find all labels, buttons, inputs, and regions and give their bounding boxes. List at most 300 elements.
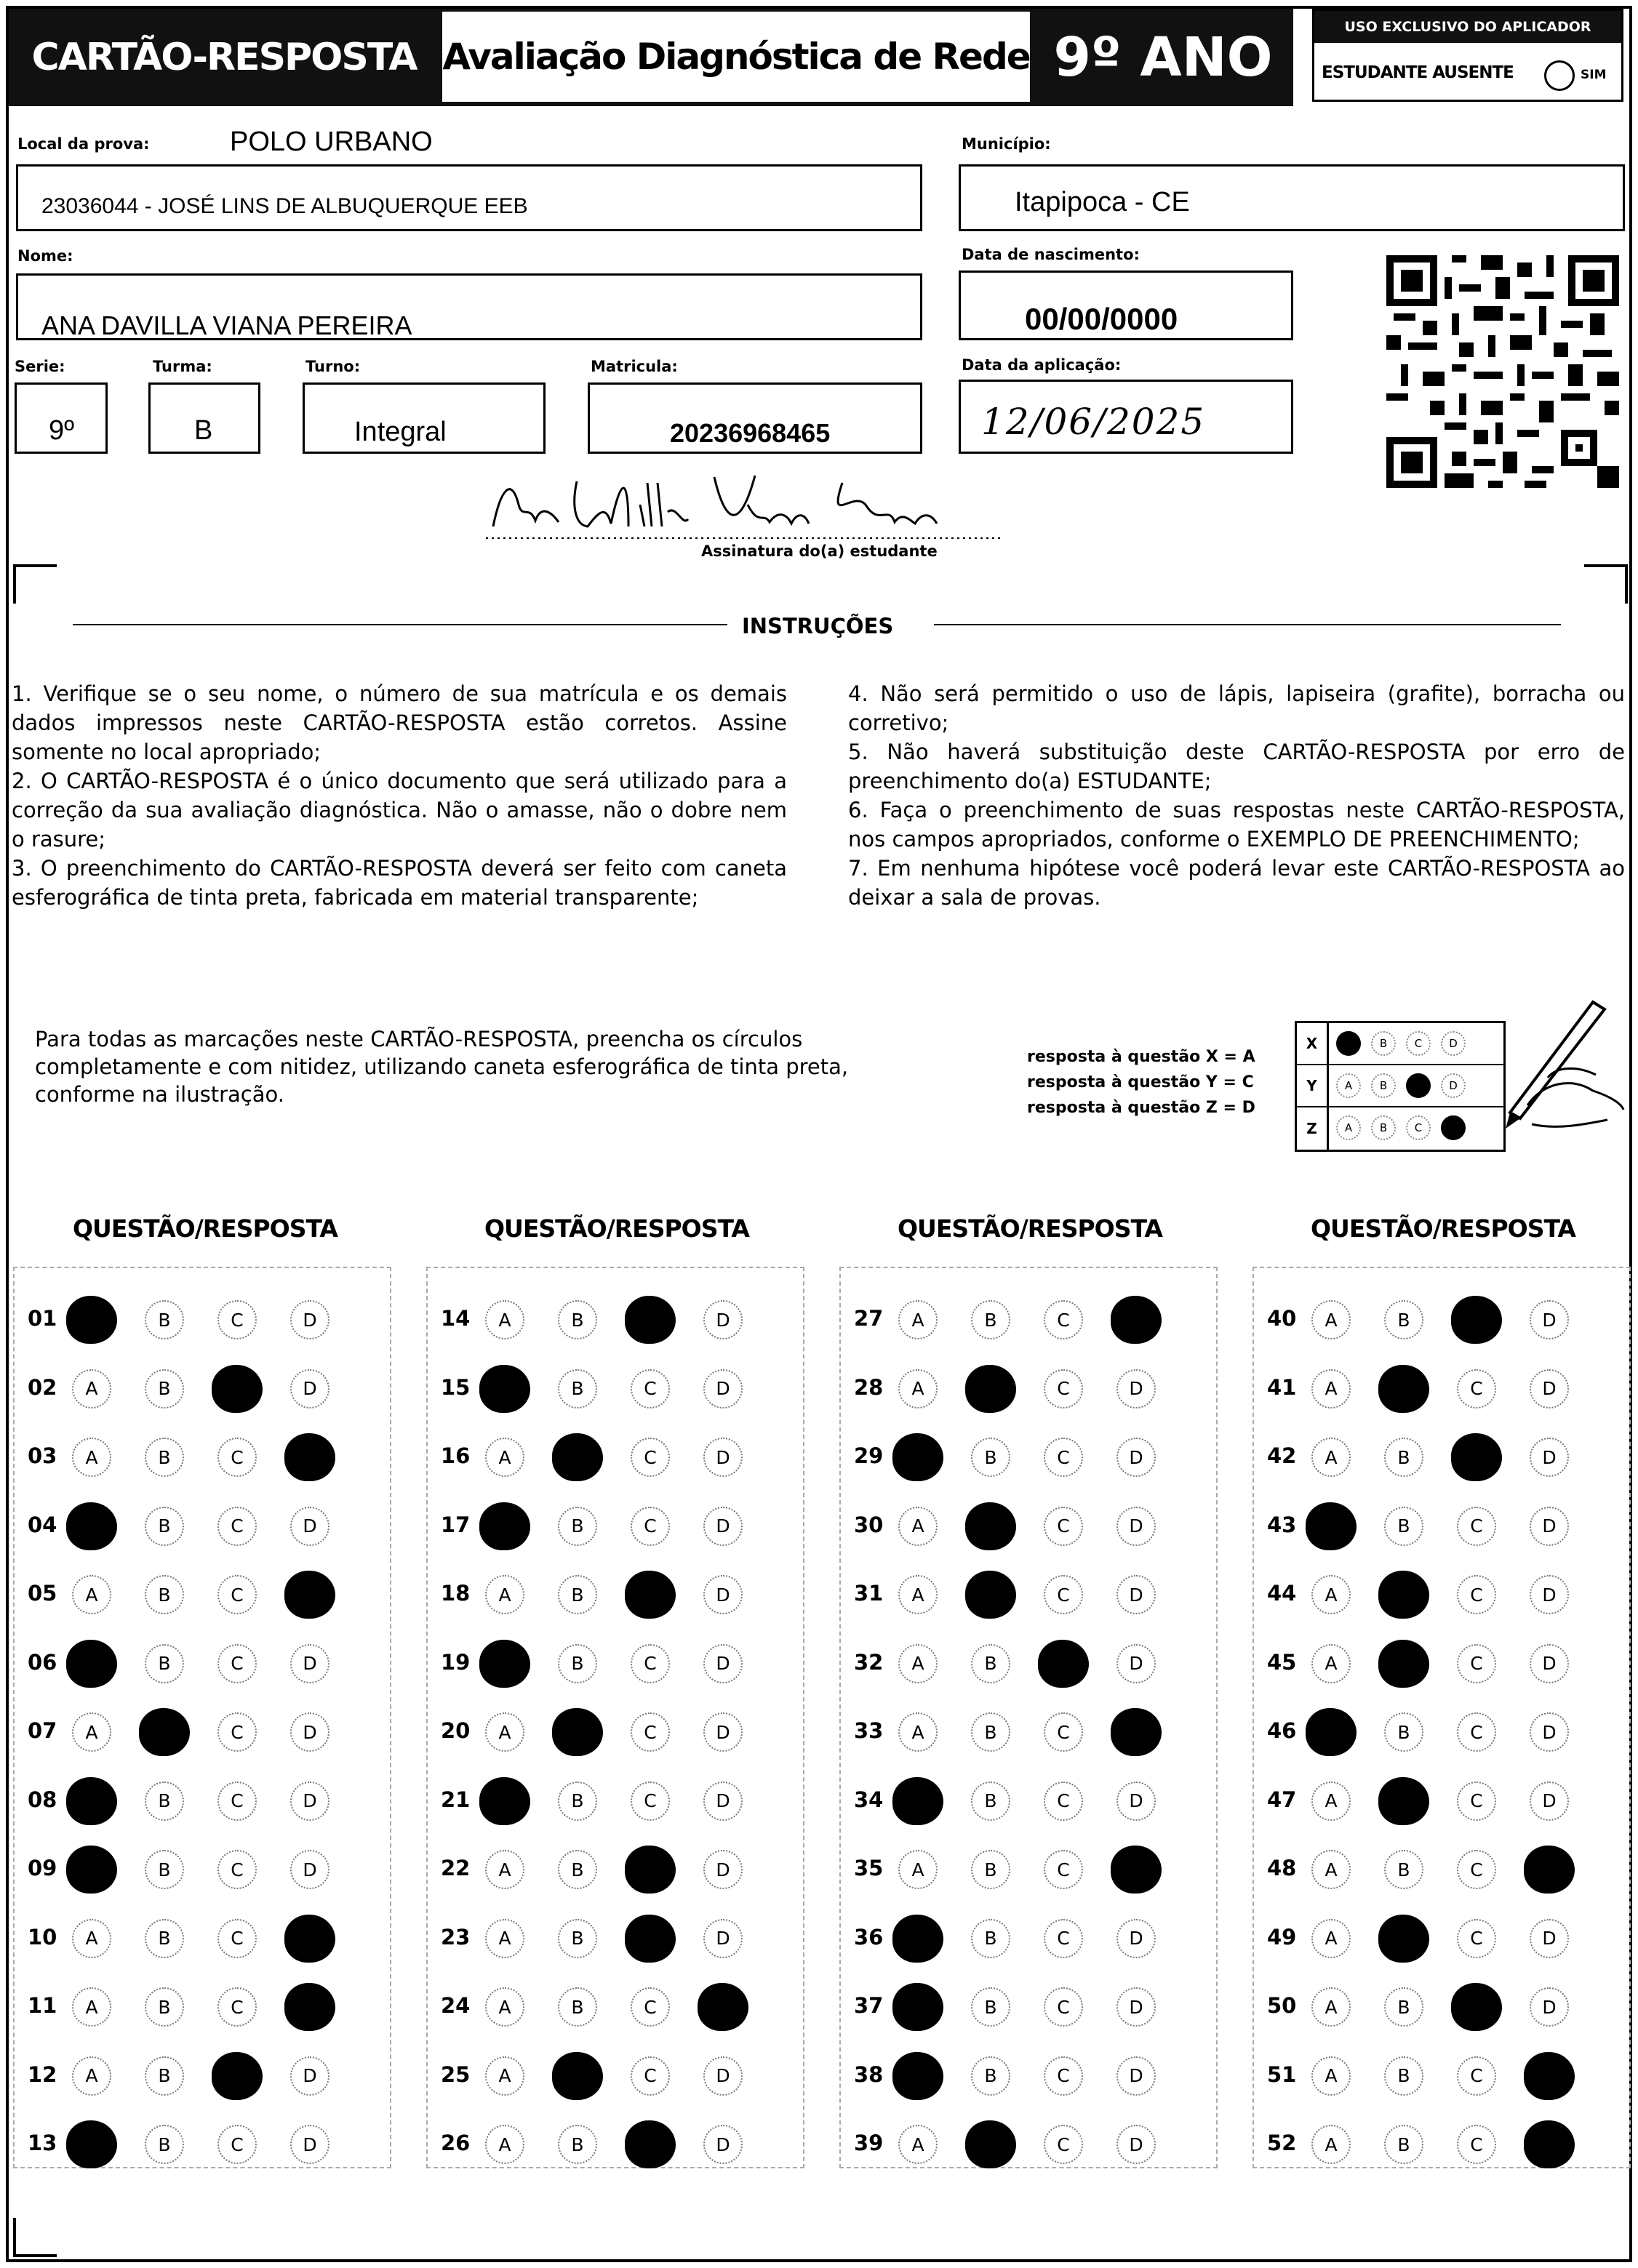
answer-bubble-d[interactable]: D [1530, 1438, 1569, 1477]
answer-bubble-c[interactable]: C [217, 1644, 257, 1683]
answer-bubble-a[interactable]: A [1311, 1369, 1351, 1409]
answer-bubble-c[interactable]: C [631, 1712, 670, 1752]
question-number: 30 [854, 1512, 884, 1537]
answer-bubble-c[interactable]: C [631, 1987, 670, 2027]
question-row [841, 1847, 1216, 1891]
answer-bubble-d[interactable]: D [703, 1782, 743, 1821]
answer-bubble-c[interactable]: C [1044, 1712, 1083, 1752]
answer-bubble-a[interactable]: A [898, 2125, 938, 2164]
municipio-value: Itapipoca - CE [1015, 187, 1190, 217]
answer-bubble-b[interactable]: B [145, 1782, 184, 1821]
answer-bubble-b[interactable]: B [971, 1850, 1010, 1889]
answer-bubble-d[interactable]: D [1530, 1369, 1569, 1409]
answer-bubble-b[interactable]: B [971, 1300, 1010, 1339]
municipio-label: Município: [962, 135, 1051, 153]
example-instructions: Para todas as marcações neste CARTÃO-RESPOSTA, preencha os círculos completamente e com nitidez, utilizando caneta esferográfica de tinta preta, conforme na ilustração. [35, 1027, 849, 1107]
answer-bubble-c[interactable]: C [1457, 1644, 1496, 1683]
answer-bubble-c[interactable]: C [1457, 1369, 1496, 1409]
answer-bubble-d[interactable] [284, 1433, 335, 1481]
question-number: 38 [854, 2061, 884, 2087]
column-title: QUESTÃO/RESPOSTA [484, 1214, 749, 1243]
answer-bubble-c[interactable]: C [217, 1300, 257, 1339]
instruction-4: 4. Não será permitido o uso de lápis, lapiseira (grafite), borracha ou corretivo; [848, 681, 1625, 735]
question-row [15, 2122, 390, 2165]
answer-bubble-d[interactable]: D [1116, 1507, 1156, 1546]
question-row [841, 1984, 1216, 2028]
answer-bubble-c[interactable]: C [217, 1712, 257, 1752]
answer-bubble-d[interactable]: D [703, 1575, 743, 1614]
answer-bubble-a[interactable] [66, 1777, 117, 1825]
answer-bubble-c[interactable]: C [1044, 1300, 1083, 1339]
answer-bubble-b[interactable] [1378, 1571, 1429, 1619]
question-row [841, 1435, 1216, 1478]
answer-bubble-b[interactable]: B [1384, 1987, 1423, 2027]
answer-bubble-b[interactable]: B [145, 2056, 184, 2096]
local-label: Local da prova: [17, 135, 150, 153]
school-value: 23036044 - JOSÉ LINS DE ALBUQUERQUE EEB [41, 194, 528, 218]
answer-bubble-d[interactable] [1524, 1846, 1575, 1894]
answer-bubble-a[interactable]: A [1311, 1919, 1351, 1958]
answer-bubble-a[interactable]: A [485, 1850, 524, 1889]
answer-bubble-b[interactable]: B [145, 1575, 184, 1614]
answer-bubble-a[interactable]: A [72, 1438, 111, 1477]
answer-bubble-a[interactable]: A [485, 2125, 524, 2164]
question-number: 18 [441, 1581, 471, 1606]
answer-bubble-d[interactable]: D [1530, 1507, 1569, 1546]
answer-bubble-d[interactable]: D [1116, 1575, 1156, 1614]
answer-bubble-c[interactable]: C [1457, 1919, 1496, 1958]
example-bubble: A [1336, 1115, 1361, 1140]
answer-bubble-d[interactable]: D [703, 1850, 743, 1889]
answer-bubble-c[interactable]: C [631, 1644, 670, 1683]
answer-bubble-d[interactable] [698, 1983, 748, 2031]
column-title: QUESTÃO/RESPOSTA [898, 1214, 1162, 1243]
answer-bubble-c[interactable]: C [217, 2125, 257, 2164]
question-row [15, 1847, 390, 1891]
aplicacao-field [959, 380, 1293, 454]
answer-bubble-c[interactable]: C [631, 1782, 670, 1821]
nascimento-field [959, 271, 1293, 340]
answer-bubble-b[interactable]: B [558, 1575, 597, 1614]
answer-bubble-a[interactable] [66, 1296, 117, 1344]
answer-bubble-a[interactable]: A [72, 1575, 111, 1614]
instructions-left [12, 679, 787, 912]
answer-bubble-b[interactable]: B [558, 1507, 597, 1546]
answer-bubble-c[interactable] [212, 2052, 263, 2100]
answer-bubble-c[interactable]: C [631, 1369, 670, 1409]
answer-bubble-a[interactable]: A [1311, 1782, 1351, 1821]
question-number: 41 [1267, 1374, 1297, 1400]
answer-bubble-b[interactable] [552, 2052, 603, 2100]
answer-bubble-a[interactable]: A [898, 1575, 938, 1614]
answer-bubble-d[interactable] [1524, 2120, 1575, 2168]
answer-bubble-b[interactable]: B [558, 2125, 597, 2164]
example-bubble: A [1336, 1073, 1361, 1098]
answer-bubble-a[interactable]: A [898, 1507, 938, 1546]
question-number: 49 [1267, 1924, 1297, 1950]
question-number: 42 [1267, 1443, 1297, 1468]
question-row [15, 1916, 390, 1960]
answer-bubble-b[interactable] [1378, 1915, 1429, 1963]
question-number: 05 [28, 1581, 57, 1606]
answer-bubble-c[interactable]: C [1457, 1850, 1496, 1889]
answer-bubble-c[interactable]: C [1044, 1438, 1083, 1477]
question-number: 29 [854, 1443, 884, 1468]
question-number: 02 [28, 1374, 57, 1400]
answer-bubble-a[interactable]: A [1311, 1575, 1351, 1614]
answer-bubble-b[interactable] [1378, 1640, 1429, 1688]
answer-bubble-d[interactable]: D [703, 1438, 743, 1477]
answer-bubble-d[interactable]: D [703, 2125, 743, 2164]
answer-bubble-d[interactable] [1111, 1296, 1162, 1344]
answer-bubble-d[interactable]: D [290, 1507, 329, 1546]
answer-bubble-a[interactable] [479, 1502, 530, 1550]
question-number: 08 [28, 1787, 57, 1812]
answer-bubble-d[interactable]: D [1530, 1919, 1569, 1958]
answer-bubble-d[interactable]: D [703, 2056, 743, 2096]
question-number: 45 [1267, 1649, 1297, 1675]
answer-bubble-a[interactable] [479, 1365, 530, 1413]
answer-bubble-b[interactable]: B [1384, 2125, 1423, 2164]
answer-bubble-c[interactable]: C [1457, 1575, 1496, 1614]
answer-bubble-c[interactable]: C [1457, 1782, 1496, 1821]
answer-bubble-c[interactable]: C [217, 1575, 257, 1614]
column-title: QUESTÃO/RESPOSTA [1311, 1214, 1575, 1243]
answer-bubble-b[interactable] [965, 1365, 1016, 1413]
answer-bubble-a[interactable]: A [1311, 1438, 1351, 1477]
answer-bubble-b[interactable]: B [145, 2125, 184, 2164]
answer-bubble-b[interactable]: B [558, 1919, 597, 1958]
answer-bubble-d[interactable]: D [1116, 2056, 1156, 2096]
answer-bubble-d[interactable]: D [1116, 1438, 1156, 1477]
answer-bubble-b[interactable]: B [558, 1300, 597, 1339]
question-row [428, 2122, 803, 2165]
answer-bubble-c[interactable] [1451, 1296, 1502, 1344]
question-row [1254, 1641, 1629, 1685]
question-number: 32 [854, 1649, 884, 1675]
answer-bubble-d[interactable]: D [290, 1644, 329, 1683]
answer-bubble-b[interactable]: B [1384, 1507, 1423, 1546]
answer-bubble-d[interactable]: D [1116, 1369, 1156, 1409]
answer-bubble-a[interactable]: A [898, 1300, 938, 1339]
answer-bubble-b[interactable]: B [145, 1987, 184, 2027]
answer-bubble-a[interactable] [66, 1846, 117, 1894]
answer-bubble-c[interactable] [625, 1296, 676, 1344]
question-number: 14 [441, 1306, 471, 1331]
answer-bubble-a[interactable]: A [1311, 1850, 1351, 1889]
turma-field [148, 382, 260, 454]
example-bubble: D [1441, 1031, 1466, 1056]
answer-bubble-b[interactable]: B [1384, 1438, 1423, 1477]
answer-bubble-c[interactable] [625, 1571, 676, 1619]
question-number: 20 [441, 1718, 471, 1743]
answer-bubble-b[interactable]: B [971, 2056, 1010, 2096]
answer-bubble-b[interactable]: B [558, 1644, 597, 1683]
answer-bubble-b[interactable]: B [145, 1300, 184, 1339]
answer-bubble-b[interactable]: B [145, 1644, 184, 1683]
answer-bubble-a[interactable]: A [898, 1644, 938, 1683]
serie-field [15, 382, 108, 454]
answer-bubble-d[interactable]: D [1530, 1300, 1569, 1339]
answer-bubble-c[interactable]: C [1457, 1507, 1496, 1546]
answer-bubble-a[interactable] [66, 2120, 117, 2168]
answer-bubble-b[interactable]: B [971, 1987, 1010, 2027]
example-bubble: C [1406, 1031, 1431, 1056]
answer-bubble-c[interactable]: C [217, 1438, 257, 1477]
question-number: 19 [441, 1649, 471, 1675]
answer-bubble-b[interactable]: B [145, 1507, 184, 1546]
answer-bubble-a[interactable]: A [72, 1369, 111, 1409]
question-row [15, 1779, 390, 1822]
question-number: 22 [441, 1856, 471, 1880]
answer-bubble-b[interactable] [552, 1708, 603, 1756]
answer-bubble-d[interactable] [1111, 1708, 1162, 1756]
question-number: 15 [441, 1374, 471, 1400]
answer-bubble-c[interactable] [625, 2120, 676, 2168]
answer-bubble-a[interactable] [892, 2052, 943, 2100]
answer-bubble-c[interactable] [1038, 1640, 1089, 1688]
answer-bubble-d[interactable]: D [290, 1782, 329, 1821]
answer-bubble-b[interactable] [552, 1433, 603, 1481]
answer-bubble-b[interactable]: B [1384, 1712, 1423, 1752]
nome-field [16, 273, 922, 340]
question-row [1254, 1366, 1629, 1410]
answer-bubble-b[interactable]: B [558, 1987, 597, 2027]
question-row [428, 1710, 803, 1753]
answer-bubble-d[interactable]: D [1530, 1575, 1569, 1614]
answer-bubble-d[interactable]: D [703, 1300, 743, 1339]
example-legend-z: resposta à questão Z = D [1027, 1099, 1255, 1117]
absent-checkbox[interactable] [1544, 60, 1575, 91]
answer-bubble-a[interactable]: A [485, 1575, 524, 1614]
answer-bubble-c[interactable] [1451, 1983, 1502, 2031]
answer-bubble-a[interactable]: A [485, 1300, 524, 1339]
answer-bubble-c[interactable] [625, 1846, 676, 1894]
answer-bubble-d[interactable]: D [703, 1369, 743, 1409]
answer-bubble-d[interactable] [1524, 2052, 1575, 2100]
question-row [1254, 1435, 1629, 1478]
answer-bubble-b[interactable]: B [558, 1369, 597, 1409]
applicator-header: USO EXCLUSIVO DO APLICADOR [1314, 11, 1621, 43]
instructions-rule-left [73, 624, 727, 625]
answer-bubble-b[interactable]: B [145, 1438, 184, 1477]
answer-bubble-d[interactable] [284, 1915, 335, 1963]
turno-field [303, 382, 546, 454]
answer-bubble-a[interactable] [1306, 1708, 1357, 1756]
answer-bubble-c[interactable]: C [1044, 1919, 1083, 1958]
card-subtitle: Avaliação Diagnóstica de Rede [442, 12, 1030, 102]
answer-bubble-a[interactable] [1306, 1502, 1357, 1550]
nome-value: ANA DAVILLA VIANA PEREIRA [41, 310, 412, 340]
answer-bubble-b[interactable]: B [971, 1712, 1010, 1752]
instruction-7: 7. Em nenhuma hipótese você poderá levar este CARTÃO-RESPOSTA ao deixar a sala de provas. [848, 856, 1625, 910]
nome-label: Nome: [17, 247, 73, 265]
answer-bubble-d[interactable]: D [703, 1919, 743, 1958]
answer-bubble-a[interactable] [892, 1777, 943, 1825]
answer-bubble-a[interactable] [479, 1777, 530, 1825]
answer-bubble-c[interactable]: C [1044, 1987, 1083, 2027]
answer-bubble-d[interactable]: D [703, 1507, 743, 1546]
answer-bubble-b[interactable]: B [971, 1782, 1010, 1821]
answer-bubble-b[interactable] [1378, 1365, 1429, 1413]
answer-bubble-c[interactable]: C [631, 1507, 670, 1546]
answer-bubble-b[interactable]: B [971, 1438, 1010, 1477]
question-row [15, 1572, 390, 1616]
question-row [428, 1504, 803, 1547]
question-row [428, 1779, 803, 1822]
answer-bubble-d[interactable] [284, 1571, 335, 1619]
question-row [841, 1641, 1216, 1685]
answer-bubble-c[interactable]: C [217, 1507, 257, 1546]
question-number: 01 [28, 1306, 57, 1331]
answer-bubble-d[interactable]: D [290, 2125, 329, 2164]
answer-bubble-b[interactable]: B [145, 1369, 184, 1409]
question-number: 24 [441, 1993, 471, 2018]
answer-bubble-a[interactable]: A [72, 2056, 111, 2096]
answer-bubble-b[interactable] [1378, 1777, 1429, 1825]
answer-bubble-a[interactable] [66, 1640, 117, 1688]
answer-bubble-a[interactable] [892, 1983, 943, 2031]
answer-bubble-a[interactable] [66, 1502, 117, 1550]
answer-bubble-a[interactable]: A [485, 1438, 524, 1477]
answer-bubble-a[interactable] [479, 1640, 530, 1688]
answer-bubble-c[interactable]: C [631, 2056, 670, 2096]
answer-bubble-a[interactable]: A [72, 1712, 111, 1752]
question-row [15, 1710, 390, 1753]
answer-bubble-b[interactable]: B [1384, 2056, 1423, 2096]
answer-bubble-b[interactable]: B [145, 1919, 184, 1958]
answer-bubble-c[interactable]: C [1457, 2056, 1496, 2096]
answer-bubble-d[interactable]: D [1530, 1712, 1569, 1752]
answer-bubble-d[interactable]: D [1530, 1987, 1569, 2027]
question-row [428, 1916, 803, 1960]
answer-bubble-d[interactable]: D [1116, 1644, 1156, 1683]
answer-bubble-a[interactable]: A [485, 1712, 524, 1752]
answer-bubble-b[interactable] [965, 2120, 1016, 2168]
answer-bubble-a[interactable]: A [1311, 2056, 1351, 2096]
answer-bubble-d[interactable]: D [290, 1850, 329, 1889]
question-row [841, 2053, 1216, 2097]
answer-bubble-a[interactable]: A [1311, 2125, 1351, 2164]
absent-option-label: SIM [1581, 68, 1607, 82]
answer-bubble-c[interactable] [625, 1915, 676, 1963]
answer-bubble-d[interactable]: D [290, 1712, 329, 1752]
example-bubble: B [1371, 1031, 1396, 1056]
question-row [428, 1435, 803, 1478]
answer-bubble-a[interactable]: A [485, 2056, 524, 2096]
answer-bubble-c[interactable]: C [631, 1438, 670, 1477]
answer-bubble-c[interactable]: C [1044, 1575, 1083, 1614]
answer-bubble-d[interactable] [1111, 1846, 1162, 1894]
answer-bubble-b[interactable]: B [558, 1782, 597, 1821]
answer-bubble-d[interactable]: D [1116, 1987, 1156, 2027]
answer-bubble-d[interactable]: D [1116, 1782, 1156, 1821]
answer-bubble-d[interactable]: D [290, 2056, 329, 2096]
answer-bubble-c[interactable]: C [217, 1782, 257, 1821]
answer-bubble-c[interactable]: C [1044, 1507, 1083, 1546]
answer-bubble-a[interactable]: A [898, 1369, 938, 1409]
answer-column [426, 1267, 804, 2168]
answer-bubble-d[interactable]: D [1530, 1782, 1569, 1821]
answer-bubble-a[interactable]: A [898, 1712, 938, 1752]
answer-bubble-a[interactable]: A [1311, 1644, 1351, 1683]
answer-bubble-a[interactable]: A [72, 1919, 111, 1958]
question-row [1254, 1710, 1629, 1753]
serie-label: Serie: [15, 358, 65, 375]
answer-bubble-a[interactable]: A [1311, 1300, 1351, 1339]
question-number: 52 [1267, 2131, 1297, 2155]
answer-bubble-c[interactable] [212, 1365, 263, 1413]
grade-label: 9º ANO [1053, 26, 1273, 89]
answer-bubble-b[interactable] [139, 1708, 190, 1756]
answer-bubble-c[interactable]: C [1044, 1782, 1083, 1821]
question-number: 10 [28, 1924, 57, 1950]
question-row [428, 1984, 803, 2028]
answer-bubble-b[interactable] [965, 1502, 1016, 1550]
answer-bubble-b[interactable]: B [1384, 1300, 1423, 1339]
answer-bubble-d[interactable]: D [1116, 2125, 1156, 2164]
question-row [1254, 1779, 1629, 1822]
answer-bubble-c[interactable]: C [217, 1987, 257, 2027]
answer-bubble-d[interactable]: D [703, 1712, 743, 1752]
question-number: 11 [28, 1993, 57, 2018]
answer-bubble-d[interactable]: D [290, 1369, 329, 1409]
question-number: 27 [854, 1306, 884, 1331]
instruction-5: 5. Não haverá substituição deste CARTÃO-RESPOSTA por erro de preenchimento do(a) ESTUDANTE; [848, 740, 1625, 793]
answer-bubble-c[interactable]: C [1044, 2125, 1083, 2164]
answer-column [1253, 1267, 1631, 2168]
answer-bubble-b[interactable]: B [1384, 1850, 1423, 1889]
answer-bubble-b[interactable]: B [558, 1850, 597, 1889]
answer-bubble-a[interactable]: A [72, 1987, 111, 2027]
instructions-title: INSTRUÇÕES [742, 614, 894, 638]
answer-bubble-c[interactable]: C [1044, 2056, 1083, 2096]
question-number: 25 [441, 2061, 471, 2087]
answer-bubble-b[interactable]: B [145, 1850, 184, 1889]
answer-bubble-d[interactable]: D [1116, 1919, 1156, 1958]
answer-bubble-a[interactable]: A [485, 1919, 524, 1958]
signature-handwriting [450, 461, 1002, 542]
answer-bubble-b[interactable]: B [971, 1644, 1010, 1683]
answer-bubble-a[interactable]: A [1311, 1987, 1351, 2027]
answer-bubble-a[interactable]: A [898, 1850, 938, 1889]
answer-bubble-c[interactable]: C [1044, 1850, 1083, 1889]
hand-pen-icon [1462, 996, 1629, 1142]
answer-bubble-d[interactable]: D [290, 1300, 329, 1339]
answer-bubble-d[interactable]: D [703, 1644, 743, 1683]
answer-bubble-c[interactable]: C [1044, 1369, 1083, 1409]
answer-bubble-b[interactable]: B [971, 1919, 1010, 1958]
instruction-1: 1. Verifique se o seu nome, o número de sua matrícula e os demais dados impressos neste CARTÃO-RESPOSTA estão corretos. Assine somente no local apropriado; [12, 681, 787, 764]
question-number: 17 [441, 1512, 471, 1537]
answer-bubble-d[interactable] [284, 1983, 335, 2031]
turma-value: B [194, 415, 213, 446]
answer-bubble-a[interactable]: A [485, 1987, 524, 2027]
answer-bubble-b[interactable] [965, 1571, 1016, 1619]
answer-bubble-a[interactable] [892, 1433, 943, 1481]
question-row [428, 1297, 803, 1341]
answer-bubble-c[interactable]: C [217, 1919, 257, 1958]
question-row [15, 1641, 390, 1685]
answer-bubble-a[interactable] [892, 1915, 943, 1963]
answer-bubble-c[interactable]: C [217, 1850, 257, 1889]
answer-bubble-c[interactable]: C [1457, 2125, 1496, 2164]
question-row [428, 1366, 803, 1410]
answer-bubble-d[interactable]: D [1530, 1644, 1569, 1683]
corner-mark-right [1584, 564, 1628, 604]
answer-bubble-c[interactable] [1451, 1433, 1502, 1481]
answer-bubble-c[interactable]: C [1457, 1712, 1496, 1752]
